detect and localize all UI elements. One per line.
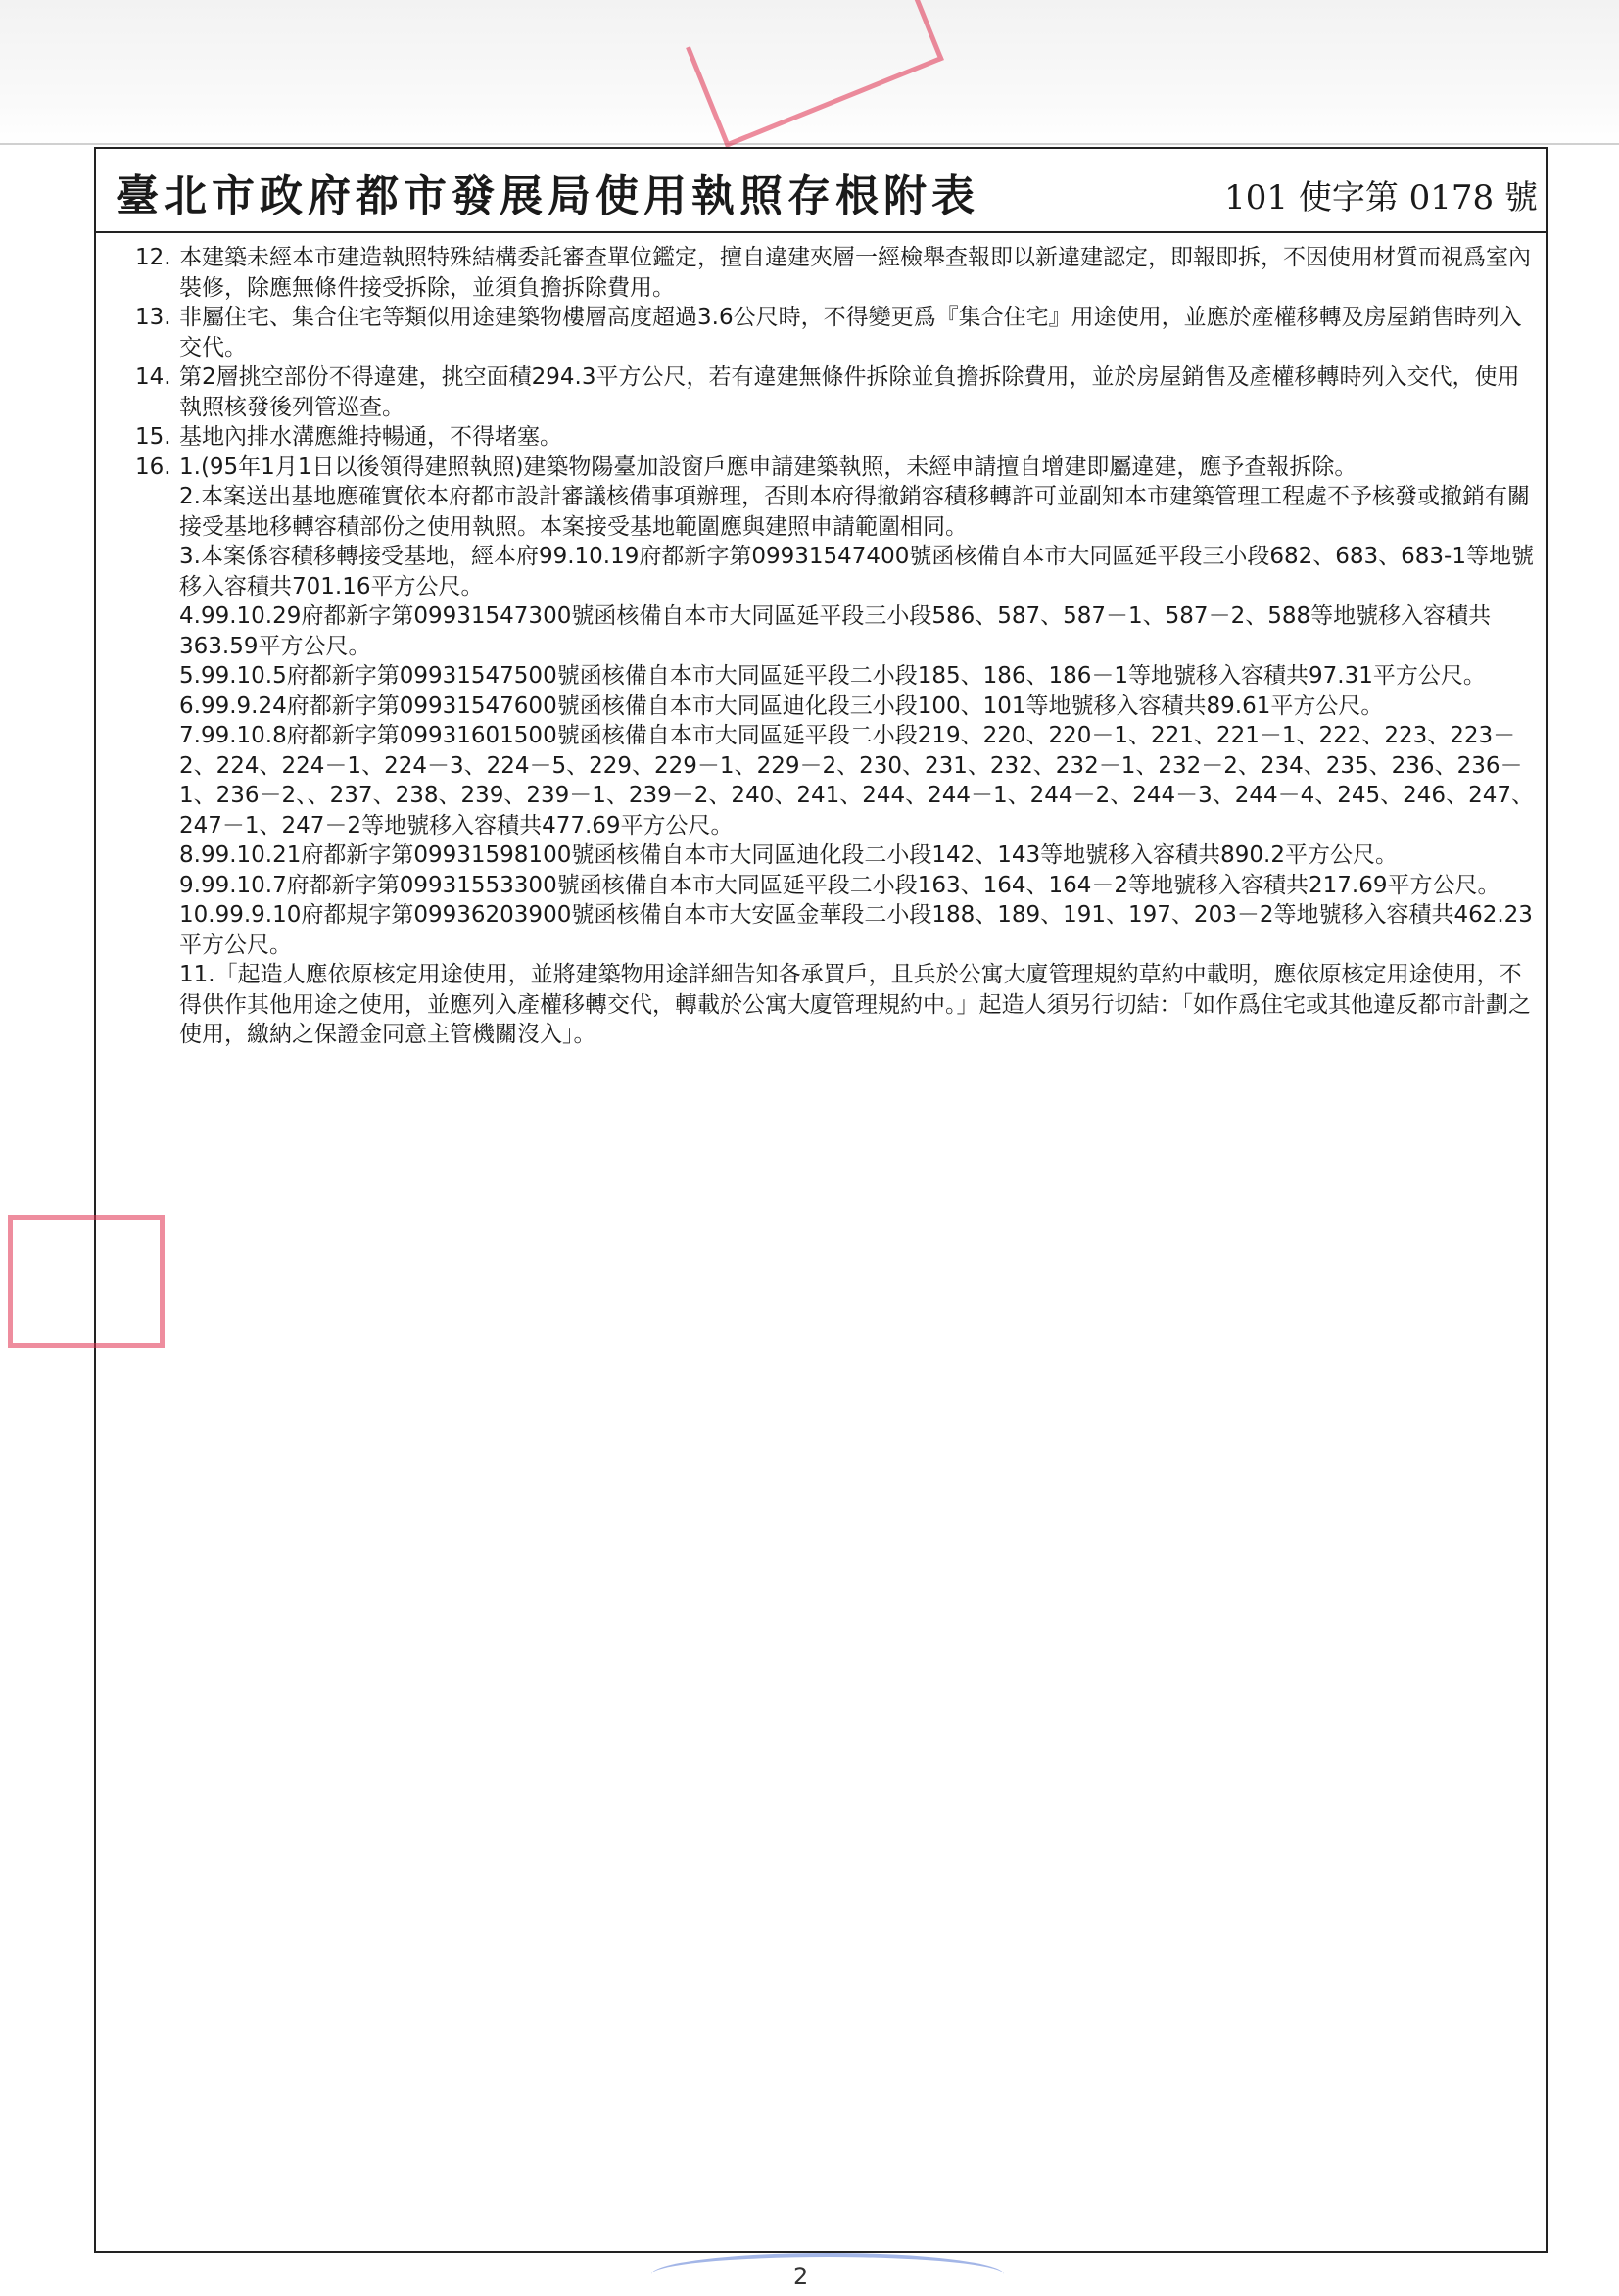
list-item <box>135 303 1534 362</box>
list-item <box>135 243 1534 303</box>
page-top-strip-edge <box>0 143 1619 145</box>
document-title: 臺北市政府都市發展局使用執照存根附表 <box>116 171 979 221</box>
document-body <box>135 243 1534 1050</box>
page-number: 2 <box>793 2263 809 2290</box>
item-number: 13. <box>135 305 171 330</box>
sub-item: 6.99.9.24府都新字第09931547600號函核備自本市大同區迪化段三小段100、101等地號移入容積共89.61平方公尺。 <box>179 693 1384 719</box>
sub-item: 9.99.10.7府都新字第09931553300號函核備自本市大同區延平段二小段163、164、164－2等地號移入容積共217.69平方公尺。 <box>179 872 1500 898</box>
sub-item: 7.99.10.8府都新字第09931601500號函核備自本市大同區延平段二小段219、220、220－1、221、221－1、222、223、223－2、224、224－1、224－3、224－5、229、229－1、229－2、230、231、232、232－1、232－2、234、235、236、236－1、236－2、、237、238、239、239－1、239－2、240、241、244、244－1、244－2、244－3、244－4、245、246、247、247－1、247－2等地號移入容積共477.69平方公尺。 <box>179 723 1534 838</box>
item-text: 1.(95年1月1日以後領得建照執照)建築物陽臺加設窗戶應申請建築執照，未經申請擅自增建即屬違建，應予查報拆除。 <box>179 454 1357 480</box>
item-text: 本建築未經本市建造執照特殊結構委託審查單位鑑定，擅自違建夾層一經檢舉查報即以新違建認定，即報即拆，不因使用材質而視爲室內裝修，除應無條件接受拆除，並須負擔拆除費用。 <box>179 245 1531 301</box>
item-number: 16. <box>135 454 171 480</box>
sub-item: 8.99.10.21府都新字第09931598100號函核備自本市大同區迪化段二小段142、143等地號移入容積共890.2平方公尺。 <box>179 842 1398 868</box>
sub-item: 11.「起造人應依原核定用途使用，並將建築物用途詳細告知各承買戶，且兵於公寓大廈管理規約草約中載明，應依原核定用途使用，不得供作其他用途之使用，並應列入產權移轉交代，轉載於公寓大廈管理規約中。」起造人須另行切結：「如作爲住宅或其他違反都市計劃之使用，繳納之保證金同意主管機關沒入」。 <box>179 962 1531 1047</box>
item-number: 15. <box>135 424 171 450</box>
item-text: 基地內排水溝應維持暢通，不得堵塞。 <box>179 424 562 450</box>
list-item <box>135 362 1534 422</box>
bottom-seal-stamp <box>651 2253 1004 2296</box>
list-item <box>135 422 1534 453</box>
sub-item: 2.本案送出基地應確實依本府都市設計審議核備事項辦理，否則本府得撤銷容積移轉許可並副知本市建築管理工程處不予核發或撤銷有關接受基地移轉容積部份之使用執照。本案接受基地範圍應與建照申請範圍相同。 <box>179 484 1530 540</box>
permit-number: 101 使字第 0178 號 <box>1224 178 1538 217</box>
document-header <box>94 147 1548 233</box>
sub-item: 5.99.10.5府都新字第09931547500號函核備自本市大同區延平段二小段185、186、186－1等地號移入容積共97.31平方公尺。 <box>179 663 1486 689</box>
item-number: 14. <box>135 364 171 390</box>
sub-item: 3.本案係容積移轉接受基地，經本府99.10.19府都新字第09931547400號函核備自本市大同區延平段三小段682、683、683-1等地號移入容積共701.16平方公尺。 <box>179 544 1534 599</box>
item-text: 第2層挑空部份不得違建，挑空面積294.3平方公尺，若有違建無條件拆除並負擔拆除費用，並於房屋銷售及產權移轉時列入交代，使用執照核發後列管巡查。 <box>179 364 1520 420</box>
sub-item: 4.99.10.29府都新字第09931547300號函核備自本市大同區延平段三小段586、587、587－1、587－2、588等地號移入容積共363.59平方公尺。 <box>179 603 1492 659</box>
item-text: 非屬住宅、集合住宅等類似用途建築物樓層高度超過3.6公尺時，不得變更爲『集合住宅』用途使用，並應於產權移轉及房屋銷售時列入交代。 <box>179 305 1522 360</box>
item-number: 12. <box>135 245 171 270</box>
sub-item: 10.99.9.10府都規字第09936203900號函核備自本市大安區金華段二小段188、189、191、197、203－2等地號移入容積共462.23平方公尺。 <box>179 902 1533 958</box>
list-item <box>135 453 1534 483</box>
left-seal-stamp <box>8 1215 165 1348</box>
